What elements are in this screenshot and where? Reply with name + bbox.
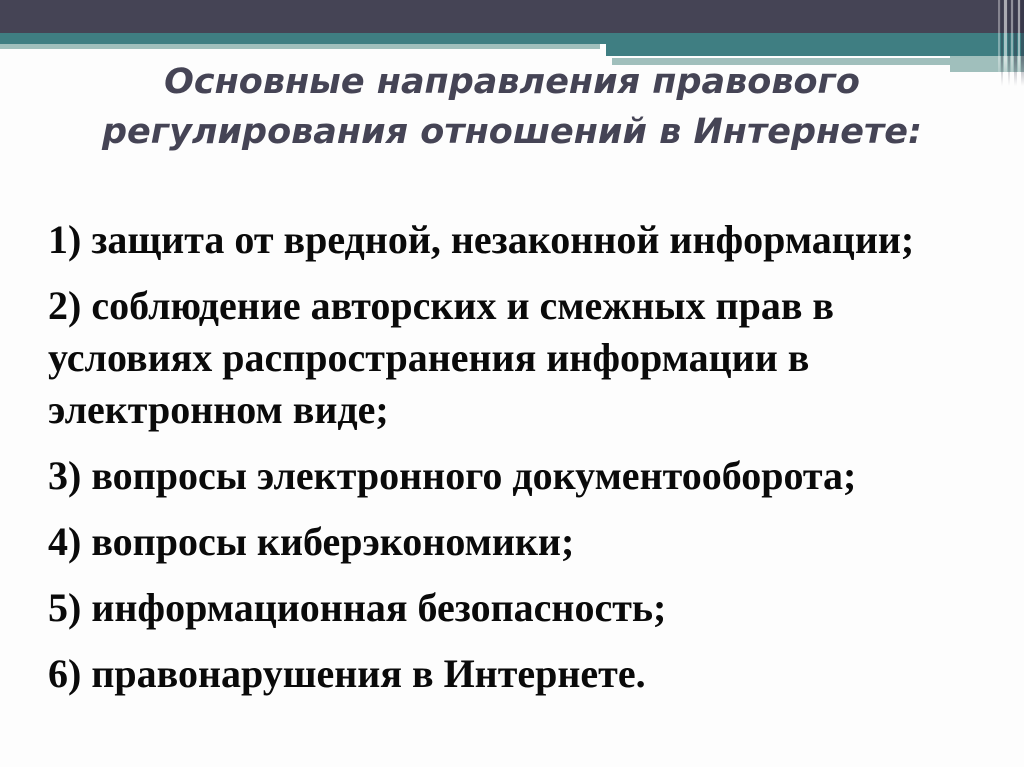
header-bar-sage-left (0, 44, 600, 49)
slide-title-line-1: Основные направления правового (164, 62, 860, 102)
stripe-decoration (1018, 0, 1020, 86)
bullet-list (48, 214, 978, 714)
slide-title (70, 57, 954, 157)
stripe-decoration (1001, 0, 1003, 86)
list-item: 2) соблюдение авторских и смежных прав в условиях распространения информации в электронном виде; (48, 283, 835, 432)
stripe-decoration (1008, 0, 1010, 86)
stripe-decoration (1014, 0, 1017, 86)
slide-title-line-2: регулирования отношений в Интернете: (102, 112, 922, 152)
stripe-decoration (1011, 0, 1013, 86)
list-item: 6) правонарушения в Интернете. (48, 651, 646, 696)
list-item: 5) информационная безопасность; (48, 585, 667, 630)
header-bar-dark (0, 0, 1024, 33)
list-item: 1) защита от вредной, незаконной информации; (48, 217, 915, 262)
corner-stripes-decoration (998, 0, 1024, 86)
header-bar-teal (0, 33, 1024, 44)
header-bar-teal-right (606, 44, 1024, 56)
stripe-decoration (998, 0, 1000, 86)
list-item: 3) вопросы электронного документооборота; (48, 453, 857, 498)
list-item: 4) вопросы киберэкономики; (48, 519, 575, 564)
stripe-decoration (1004, 0, 1007, 86)
